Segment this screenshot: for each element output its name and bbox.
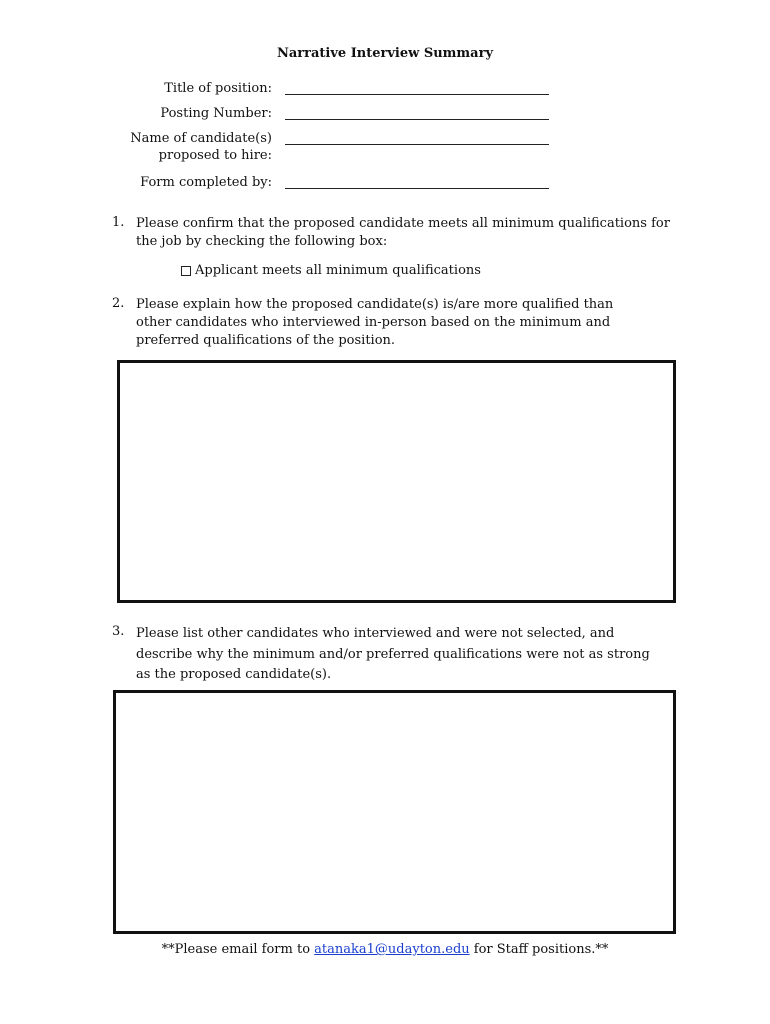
min-qualifications-checkbox-label: Applicant meets all minimum qualifications bbox=[195, 263, 481, 278]
question-2-number: 2. bbox=[112, 296, 125, 311]
footer-prefix: **Please email form to bbox=[161, 942, 315, 957]
field-label-form-completed-by: Form completed by: bbox=[140, 175, 272, 190]
question-3-answer-box[interactable] bbox=[113, 690, 676, 934]
min-qualifications-checkbox-row[interactable] bbox=[181, 263, 481, 278]
field-label-candidate-name-line2: proposed to hire: bbox=[158, 148, 272, 163]
form-title: Narrative Interview Summary bbox=[276, 46, 494, 61]
min-qualifications-checkbox[interactable] bbox=[181, 266, 191, 276]
field-input-posting-number[interactable] bbox=[285, 119, 549, 120]
field-label-candidate-name-line1: Name of candidate(s) bbox=[130, 131, 272, 146]
field-input-form-completed-by[interactable] bbox=[285, 188, 549, 189]
question-2-text: Please explain how the proposed candidate(s) is/are more qualified than other candidates who interviewed in-person based on the minimum and preferred qualifications of the position. bbox=[136, 297, 614, 348]
question-3-number: 3. bbox=[112, 624, 125, 639]
field-label-title-of-position: Title of position: bbox=[164, 81, 272, 96]
question-1-number: 1. bbox=[112, 215, 125, 230]
field-label-posting-number: Posting Number: bbox=[160, 106, 272, 121]
question-2-answer-box[interactable] bbox=[117, 360, 676, 603]
question-1-text: Please confirm that the proposed candidate meets all minimum qualifications for the job by checking the following box: bbox=[136, 216, 670, 249]
footer-suffix: for Staff positions.** bbox=[469, 942, 609, 957]
field-input-candidate-name[interactable] bbox=[285, 144, 549, 145]
question-3-text: Please list other candidates who interviewed and were not selected, and describe why the minimum and/or preferred qualifications were not as strong as the proposed candidate(s). bbox=[136, 626, 650, 682]
field-input-title-of-position[interactable] bbox=[285, 94, 549, 95]
footer-note bbox=[0, 942, 770, 957]
email-link[interactable]: atanaka1@udayton.edu bbox=[314, 942, 470, 957]
